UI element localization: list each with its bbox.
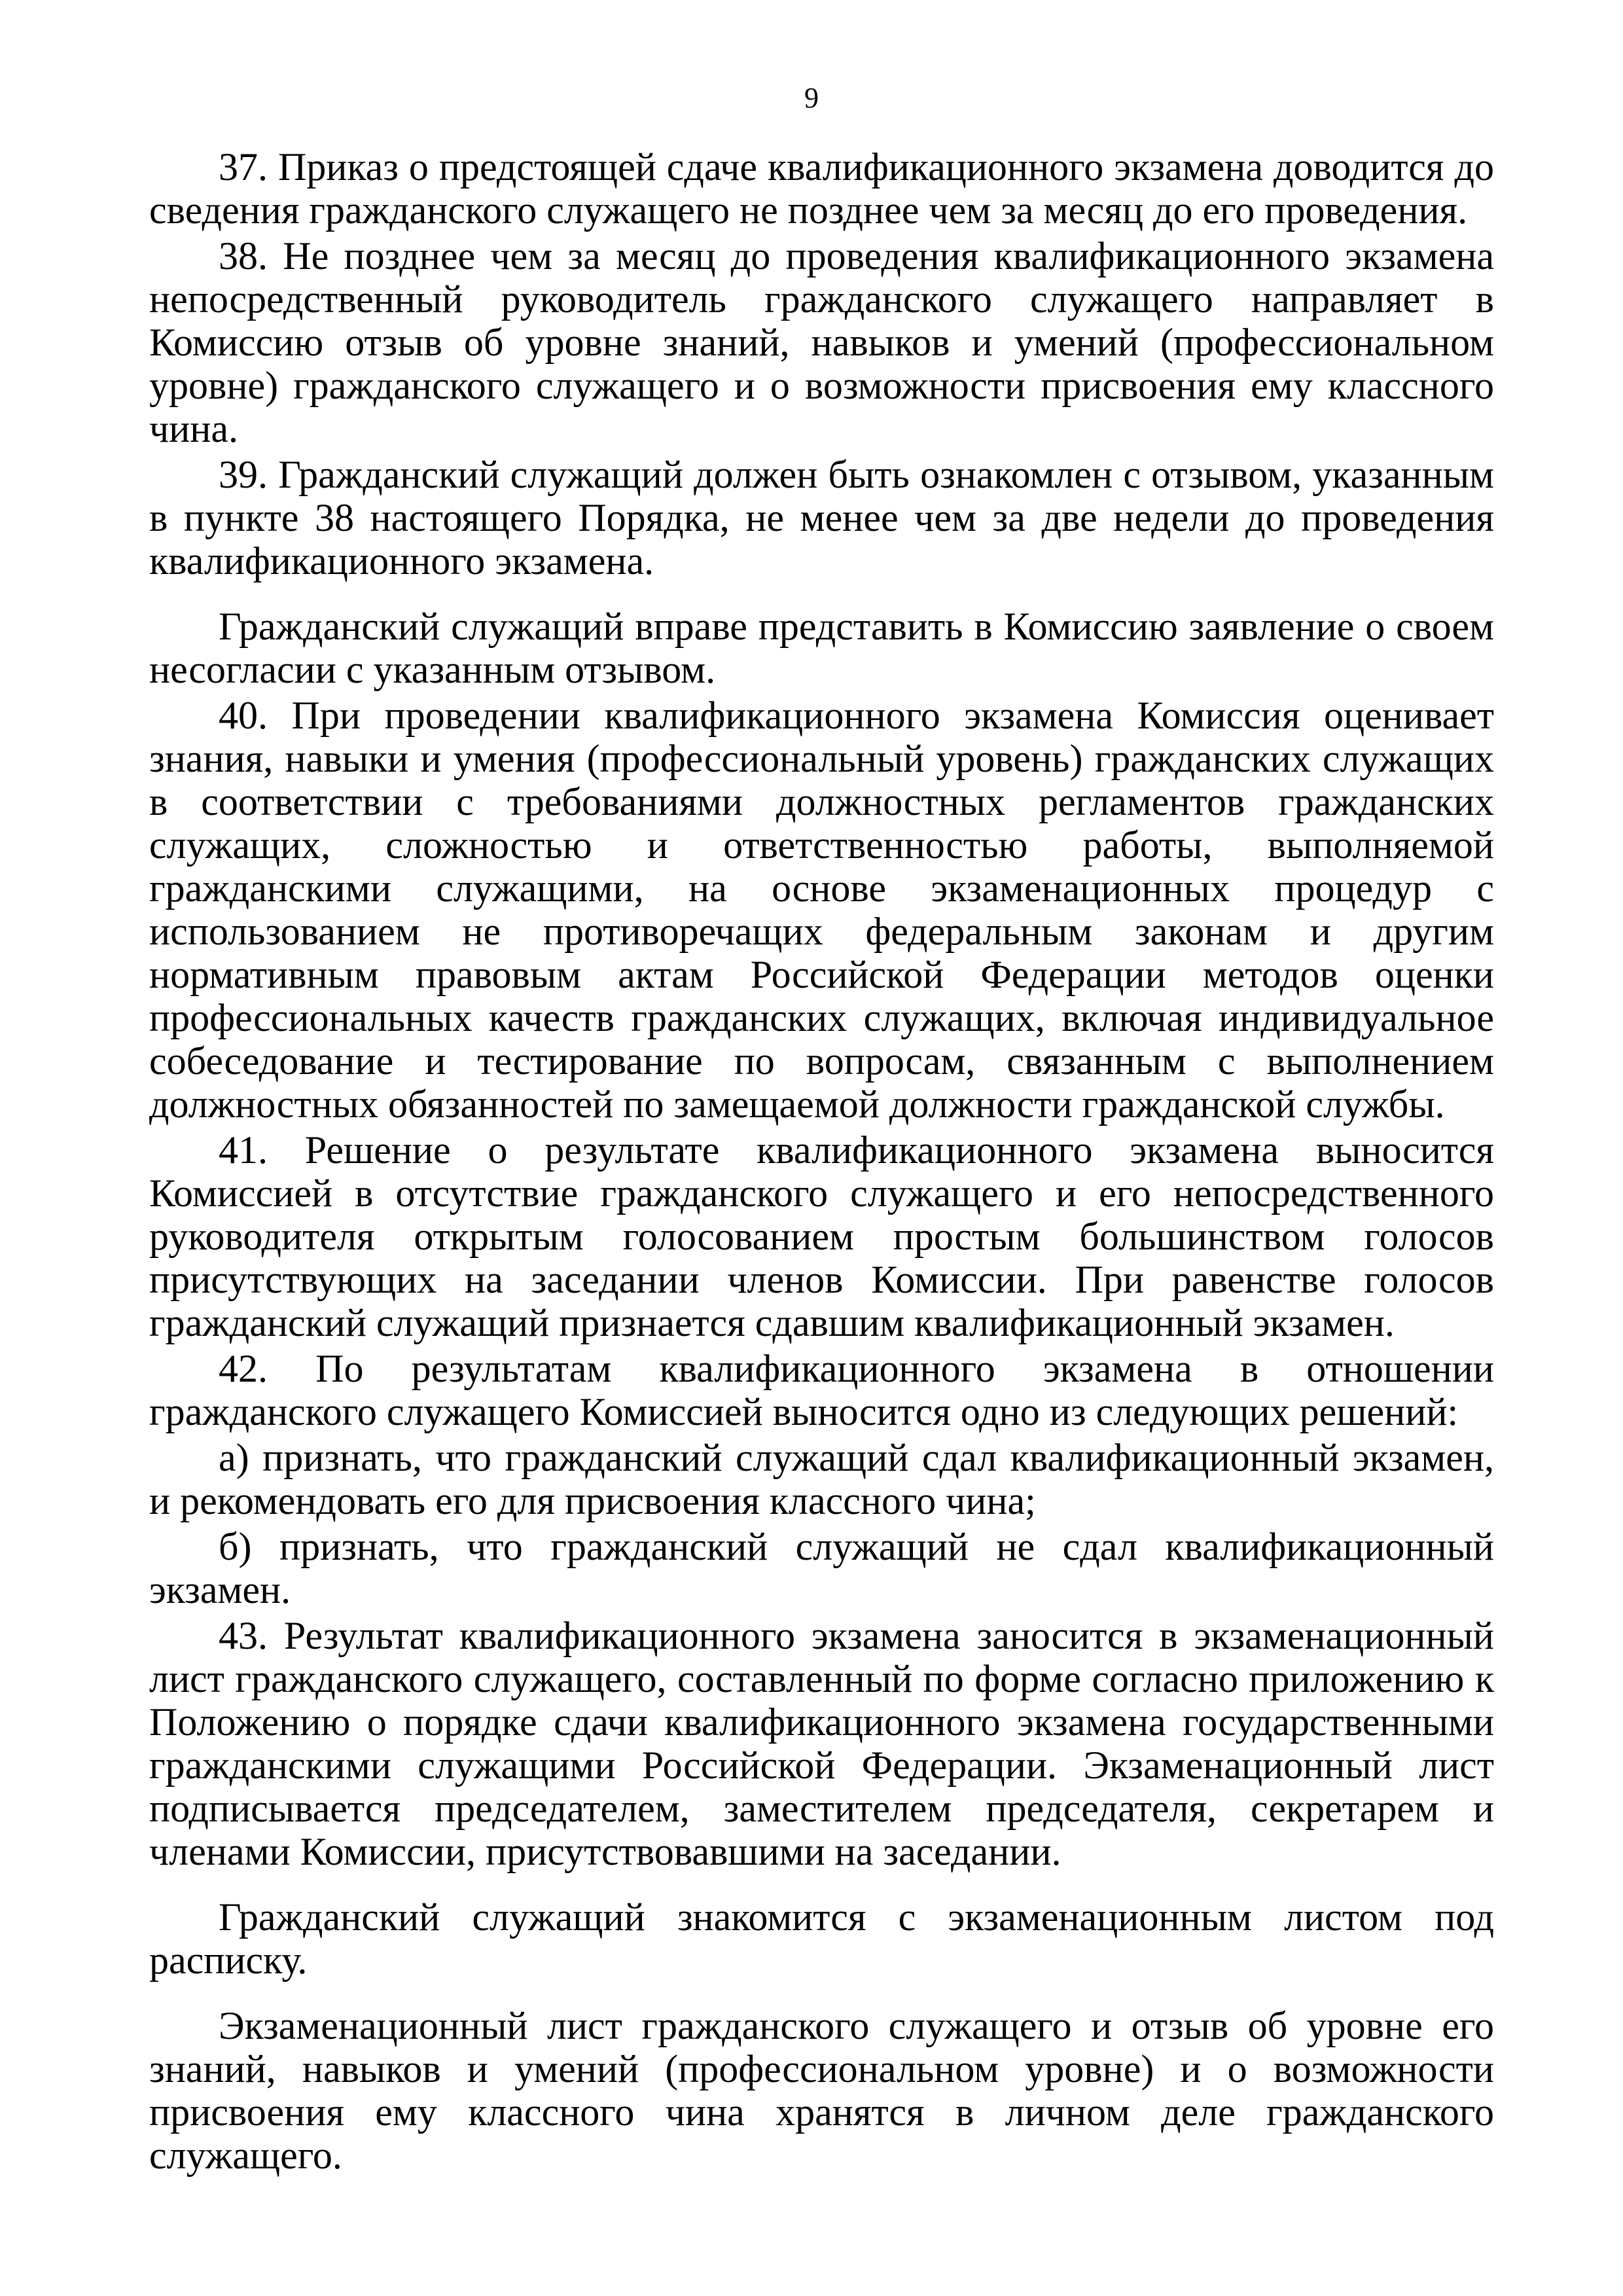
- page-number: 9: [804, 82, 819, 114]
- paragraph-42: 42. По результатам квалификационного экзамена в отношении гражданского служащего Комиссией выносится одно из следующих решений:: [149, 1347, 1494, 1433]
- paragraph-43: 43. Результат квалификационного экзамена заносится в экзаменационный лист гражданского служащего, составленный по форме согласно приложению к Положению о порядке сдачи квалификационного экзамена государственными гражданскими служащими Российской Федерации. Экзаменационный лист подписывается председателем, заместителем председателя, секретарем и членами Комиссии, присутствовавшими на заседании.: [149, 1614, 1494, 1873]
- paragraph-42-option-a: а) признать, что гражданский служащий сдал квалификационный экзамен, и рекомендовать его для присвоения классного чина;: [149, 1436, 1494, 1522]
- paragraph-39: 39. Гражданский служащий должен быть ознакомлен с отзывом, указанным в пункте 38 настоящего Порядка, не менее чем за две недели до проведения квалификационного экзамена.: [149, 453, 1494, 583]
- paragraph-39-continued: Гражданский служащий вправе представить в Комиссию заявление о своем несогласии с указанным отзывом.: [149, 605, 1494, 691]
- paragraph-41: 41. Решение о результате квалификационного экзамена выносится Комиссией в отсутствие гражданского служащего и его непосредственного руководителя открытым голосованием простым большинством голосов присутствующих на заседании членов Комиссии. При равенстве голосов гражданский служащий признается сдавшим квалификационный экзамен.: [149, 1128, 1494, 1344]
- document-body: [149, 145, 1494, 2179]
- paragraph-37: 37. Приказ о предстоящей сдаче квалификационного экзамена доводится до сведения гражданского служащего не позднее чем за месяц до его проведения.: [149, 145, 1494, 232]
- paragraph-42-option-b: б) признать, что гражданский служащий не сдал квалификационный экзамен.: [149, 1525, 1494, 1611]
- paragraph-38: 38. Не позднее чем за месяц до проведения квалификационного экзамена непосредственный руководитель гражданского служащего направляет в Комиссию отзыв об уровне знаний, навыков и умений (профессиональном уровне) гражданского служащего и о возможности присвоения ему классного чина.: [149, 234, 1494, 450]
- paragraph-43-receipt: Гражданский служащий знакомится с экзаменационным листом под расписку.: [149, 1895, 1494, 1982]
- paragraph-43-storage: Экзаменационный лист гражданского служащего и отзыв об уровне его знаний, навыков и умений (профессиональном уровне) и о возможности присвоения ему классного чина хранятся в личном деле гражданского служащего.: [149, 2004, 1494, 2177]
- paragraph-40: 40. При проведении квалификационного экзамена Комиссия оценивает знания, навыки и умения (профессиональный уровень) гражданских служащих в соответствии с требованиями должностных регламентов гражданских служащих, сложностью и ответственностью работы, выполняемой гражданскими служащими, на основе экзаменационных процедур с использованием не противоречащих федеральным законам и другим нормативным правовым актам Российской Федерации методов оценки профессиональных качеств гражданских служащих, включая индивидуальное собеседование и тестирование по вопросам, связанным с выполнением должностных обязанностей по замещаемой должности гражданской службы.: [149, 694, 1494, 1126]
